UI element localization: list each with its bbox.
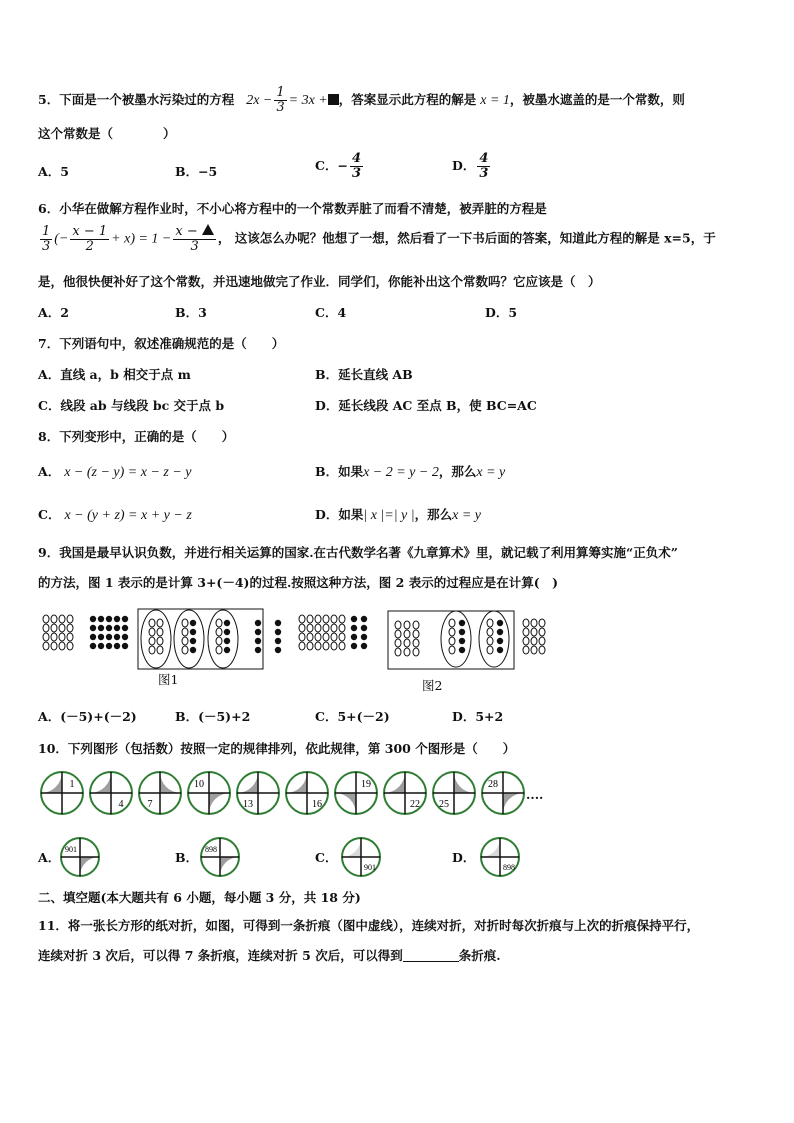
q9-line1: 9．我国是最早认识负数，并进行相关运算的国家.在古代数学名著《九章算术》里，就记载了利用算筹实施“正负术”	[38, 545, 678, 560]
sequence-number: 28	[488, 779, 498, 790]
positive-rod	[182, 619, 188, 627]
circle-sequence	[38, 768, 558, 818]
negative-rod	[351, 643, 357, 649]
positive-rod	[395, 630, 401, 638]
positive-rod	[157, 637, 163, 645]
positive-rod	[539, 646, 545, 654]
positive-rod	[149, 637, 155, 645]
positive-rod	[487, 619, 493, 627]
positive-rod	[331, 624, 337, 632]
q5-eq-right: = 3x +	[288, 93, 328, 108]
positive-rod	[157, 646, 163, 654]
positive-rod	[149, 646, 155, 654]
negative-rod	[190, 620, 196, 626]
positive-rod	[339, 633, 345, 641]
figure-2-frame	[388, 611, 514, 669]
sequence-circle	[139, 772, 181, 814]
positive-rod	[315, 642, 321, 650]
positive-rod	[315, 615, 321, 623]
positive-rod	[149, 619, 155, 627]
q5-option-a[interactable]: A．5	[38, 164, 69, 179]
negative-rod	[122, 634, 128, 640]
positive-rod	[59, 615, 65, 623]
option-number: 898	[205, 845, 217, 854]
negative-rod	[224, 620, 230, 626]
positive-rod	[182, 628, 188, 636]
q7-option-c[interactable]: C．线段 ab 与线段 bc 交于点 b	[38, 398, 225, 413]
negative-rod	[459, 629, 465, 635]
positive-rod	[449, 628, 455, 636]
negative-rod	[361, 616, 367, 622]
option-number: 901	[65, 845, 77, 854]
negative-rod	[255, 620, 261, 626]
sequence-number: 1	[69, 779, 75, 790]
q5-solution: x = 1	[480, 93, 510, 108]
positive-rod	[157, 628, 163, 636]
negative-rod	[98, 643, 104, 649]
positive-rod	[315, 633, 321, 641]
positive-rod	[331, 642, 337, 650]
sequence-circle	[384, 772, 426, 814]
fig1-oval-3	[208, 610, 238, 668]
q5-line1	[38, 86, 685, 115]
positive-rod	[523, 619, 529, 627]
q10-stem: 10．下列图形（包括数）按照一定的规律排列，依此规律，第 300 个图形是（ ）	[38, 741, 516, 756]
sequence-circle	[237, 772, 279, 814]
q8-option-d[interactable]: D．如果| x |=| y |，那么x = y	[315, 507, 482, 523]
fig1-oval-2	[174, 610, 204, 668]
q9-line2: 的方法，图 1 表示的是计算 3+(－4)的过程.按照这种方法，图 2 表示的过程应是在计算( )	[38, 575, 559, 590]
negative-rod	[224, 629, 230, 635]
positive-rod	[182, 646, 188, 654]
negative-rod	[497, 647, 503, 653]
positive-rod	[539, 628, 545, 636]
section-2-heading: 二、填空题(本大题共有 6 小题，每小题 3 分，共 18 分)	[38, 890, 361, 905]
positive-rod	[323, 624, 329, 632]
positive-rod	[539, 619, 545, 627]
q6-option-b[interactable]: B．3	[175, 305, 207, 320]
positive-rod	[149, 628, 155, 636]
negative-rod	[351, 616, 357, 622]
positive-rod	[339, 642, 345, 650]
negative-rod	[275, 647, 281, 653]
q5-eq-left: 2x −	[246, 93, 273, 108]
q8-option-a[interactable]: A． x − (z − y) = x − z − y	[38, 464, 192, 480]
q8-stem: 8．下列变形中，正确的是（ ）	[38, 429, 235, 444]
positive-rod	[59, 633, 65, 641]
positive-rod	[299, 615, 305, 623]
positive-rod	[43, 642, 49, 650]
negative-rod	[106, 625, 112, 631]
positive-rod	[413, 621, 419, 629]
fig1-oval-1	[141, 610, 171, 668]
positive-rod	[395, 648, 401, 656]
negative-rod	[114, 616, 120, 622]
positive-rod	[449, 646, 455, 654]
sequence-circle	[482, 772, 524, 814]
positive-rod	[67, 633, 73, 641]
positive-rod	[51, 615, 57, 623]
positive-rod	[307, 642, 313, 650]
negative-rod	[255, 638, 261, 644]
q6-frac-2: $\frac{x - 1}{2}$	[72, 223, 108, 254]
positive-rod	[487, 646, 493, 654]
q10-option-figures	[60, 834, 530, 880]
positive-rod	[531, 637, 537, 645]
negative-rod	[114, 634, 120, 640]
option-number: 898	[503, 863, 515, 872]
negative-rod	[497, 620, 503, 626]
sequence-circle	[188, 772, 230, 814]
sequence-circle	[335, 772, 377, 814]
answer-blank[interactable]	[403, 949, 459, 962]
negative-rod	[459, 647, 465, 653]
positive-rod	[216, 646, 222, 654]
positive-rod	[449, 637, 455, 645]
sequence-circle	[433, 772, 475, 814]
negative-rod	[275, 629, 281, 635]
positive-rod	[404, 639, 410, 647]
sequence-circle	[41, 772, 83, 814]
negative-rod	[98, 616, 104, 622]
negative-rod	[122, 643, 128, 649]
fig2-oval-2	[479, 611, 509, 667]
option-circle-d	[481, 838, 519, 876]
positive-rod	[157, 619, 163, 627]
positive-rod	[307, 624, 313, 632]
option-circle-c	[342, 838, 380, 876]
negative-rod	[275, 620, 281, 626]
negative-rod	[351, 634, 357, 640]
option-circle-a	[61, 838, 99, 876]
negative-rod	[106, 634, 112, 640]
q7-option-a[interactable]: A．直线 a，b 相交于点 m	[38, 367, 191, 382]
negative-rod	[351, 625, 357, 631]
q6-frac-1: $\frac{1}{3}$	[42, 223, 51, 254]
negative-rod	[90, 643, 96, 649]
negative-rod	[275, 638, 281, 644]
negative-rod	[122, 616, 128, 622]
positive-rod	[299, 624, 305, 632]
q6-option-a[interactable]: A．2	[38, 305, 69, 320]
sequence-number: 4	[118, 799, 124, 810]
q9-option-a[interactable]: A．(－5)+(－2)	[38, 709, 137, 724]
negative-rod	[98, 625, 104, 631]
positive-rod	[43, 624, 49, 632]
negative-rod	[98, 634, 104, 640]
q11-line2: 连续对折 3 次后，可以得 7 条折痕，连续对折 5 次后，可以得到 条折痕.	[38, 948, 501, 963]
positive-rod	[404, 648, 410, 656]
counting-rod-figures	[38, 603, 758, 695]
q10-option-d-label[interactable]: D．	[452, 850, 476, 865]
sequence-circle	[90, 772, 132, 814]
positive-rod	[67, 624, 73, 632]
q7-option-d[interactable]: D．延长线段 AC 至点 B，使 BC=AC	[315, 398, 537, 413]
positive-rod	[67, 642, 73, 650]
negative-rod	[90, 625, 96, 631]
positive-rod	[523, 637, 529, 645]
q6-option-d[interactable]: D．5	[485, 305, 518, 320]
q10-option-b-label[interactable]: B．	[175, 850, 199, 865]
positive-rod	[323, 615, 329, 623]
q6-line3: 是，他很快便补好了这个常数，并迅速地做完了作业．同学们，你能补出这个常数吗？它应该是（ ）	[38, 274, 601, 289]
negative-rod	[114, 643, 120, 649]
positive-rod	[315, 624, 321, 632]
q5-option-c[interactable]: C．− $\frac{4}{3}$	[315, 151, 361, 181]
negative-rod	[497, 638, 503, 644]
positive-rod	[182, 637, 188, 645]
figure-1-caption: 图1	[158, 672, 179, 687]
q6-line2-text: ， 这该怎么办呢？他想了一想，然后看了一下书后面的答案，知道此方程的解是 x=5，于	[217, 230, 716, 246]
q9-option-c[interactable]: C．5+(－2)	[315, 709, 390, 724]
q6-line1: 6．小华在做解方程作业时，不小心将方程中的一个常数弄脏了而看不清楚，被弄脏的方程是	[38, 201, 547, 216]
sequence-number: 25	[439, 799, 449, 810]
positive-rod	[307, 615, 313, 623]
negative-rod	[224, 638, 230, 644]
positive-rod	[216, 619, 222, 627]
q5-line2: 这个常数是（ ）	[38, 126, 176, 141]
ink-block-icon	[328, 94, 339, 105]
positive-rod	[531, 619, 537, 627]
fig2-oval-1	[441, 611, 471, 667]
positive-rod	[395, 621, 401, 629]
sequence-number: 7	[147, 799, 153, 810]
q5-suffix: ，答案显示此方程的解是	[338, 92, 477, 107]
sequence-number: 10	[194, 779, 204, 790]
ink-triangle-icon	[202, 224, 214, 235]
q6-option-c[interactable]: C．4	[315, 305, 347, 320]
positive-rod	[531, 646, 537, 654]
positive-rod	[299, 633, 305, 641]
positive-rod	[323, 642, 329, 650]
positive-rod	[395, 639, 401, 647]
q10-option-a-label[interactable]: A．	[38, 850, 61, 865]
q9-option-d[interactable]: D．5+2	[452, 709, 504, 724]
sequence-number: 16	[312, 799, 322, 810]
positive-rod	[299, 642, 305, 650]
positive-rod	[59, 642, 65, 650]
figure-2-caption: 图2	[422, 678, 443, 693]
positive-rod	[413, 648, 419, 656]
positive-rod	[449, 619, 455, 627]
negative-rod	[114, 625, 120, 631]
positive-rod	[216, 637, 222, 645]
negative-rod	[106, 643, 112, 649]
q5-suffix2: ，被墨水遮盖的是一个常数，则	[509, 92, 685, 107]
negative-rod	[90, 634, 96, 640]
negative-rod	[190, 647, 196, 653]
q5-eq-frac: $\frac{1}{3}$	[276, 85, 285, 115]
positive-rod	[43, 615, 49, 623]
negative-rod	[122, 625, 128, 631]
positive-rod	[307, 633, 313, 641]
positive-rod	[339, 624, 345, 632]
q7-option-b[interactable]: B．延长直线 AB	[315, 367, 413, 382]
q6-frac-3: $\frac{x -}{3}$	[173, 224, 216, 254]
option-circle-b	[201, 838, 239, 876]
positive-rod	[523, 646, 529, 654]
q9-option-b[interactable]: B．(－5)+2	[175, 709, 251, 724]
positive-rod	[67, 615, 73, 623]
sequence-ellipsis: ....	[526, 787, 544, 802]
positive-rod	[331, 615, 337, 623]
negative-rod	[497, 629, 503, 635]
positive-rod	[216, 628, 222, 636]
negative-rod	[90, 616, 96, 622]
positive-rod	[51, 633, 57, 641]
q6-line2: $\frac{1}{3}$ (− $\frac{x - 1}{2}$ + x) = 1 − $\frac{x -}{3}$ ， 这该怎么办呢？他想了一想，然后看了一下书后面的答案，知道此方程的解是 x=5，于	[42, 223, 716, 254]
q5-option-b[interactable]: B．−5	[175, 164, 218, 179]
positive-rod	[43, 633, 49, 641]
q8-option-c[interactable]: C． x − (y + z) = x + y − z	[38, 507, 192, 523]
positive-rod	[51, 624, 57, 632]
negative-rod	[361, 625, 367, 631]
sequence-number: 19	[361, 779, 371, 790]
negative-rod	[255, 647, 261, 653]
positive-rod	[531, 628, 537, 636]
positive-rod	[59, 624, 65, 632]
negative-rod	[459, 638, 465, 644]
positive-rod	[404, 621, 410, 629]
q5-option-d[interactable]: D． $\frac{4}{3}$	[452, 151, 489, 181]
q11-line1: 11．将一张长方形的纸对折，如图，可得到一条折痕（图中虚线），连续对折，对折时每次折痕与上次的折痕保持平行，	[38, 918, 700, 933]
positive-rod	[413, 630, 419, 638]
sequence-number: 13	[243, 799, 253, 810]
q10-option-c-label[interactable]: C．	[315, 850, 338, 865]
positive-rod	[523, 628, 529, 636]
negative-rod	[190, 638, 196, 644]
positive-rod	[487, 628, 493, 636]
q8-option-b[interactable]: B．如果x − 2 = y − 2，那么x = y	[315, 464, 506, 480]
negative-rod	[106, 616, 112, 622]
sequence-circle	[286, 772, 328, 814]
q7-stem: 7．下列语句中，叙述准确规范的是（ ）	[38, 336, 285, 351]
negative-rod	[361, 643, 367, 649]
negative-rod	[361, 634, 367, 640]
positive-rod	[323, 633, 329, 641]
positive-rod	[539, 637, 545, 645]
positive-rod	[339, 615, 345, 623]
sequence-number: 22	[410, 799, 420, 810]
positive-rod	[413, 639, 419, 647]
q5-prefix: 5．下面是一个被墨水污染过的方程	[38, 92, 235, 107]
negative-rod	[224, 647, 230, 653]
negative-rod	[190, 629, 196, 635]
option-number: 901	[364, 863, 376, 872]
negative-rod	[255, 629, 261, 635]
positive-rod	[51, 642, 57, 650]
positive-rod	[331, 633, 337, 641]
positive-rod	[487, 637, 493, 645]
positive-rod	[404, 630, 410, 638]
negative-rod	[459, 620, 465, 626]
